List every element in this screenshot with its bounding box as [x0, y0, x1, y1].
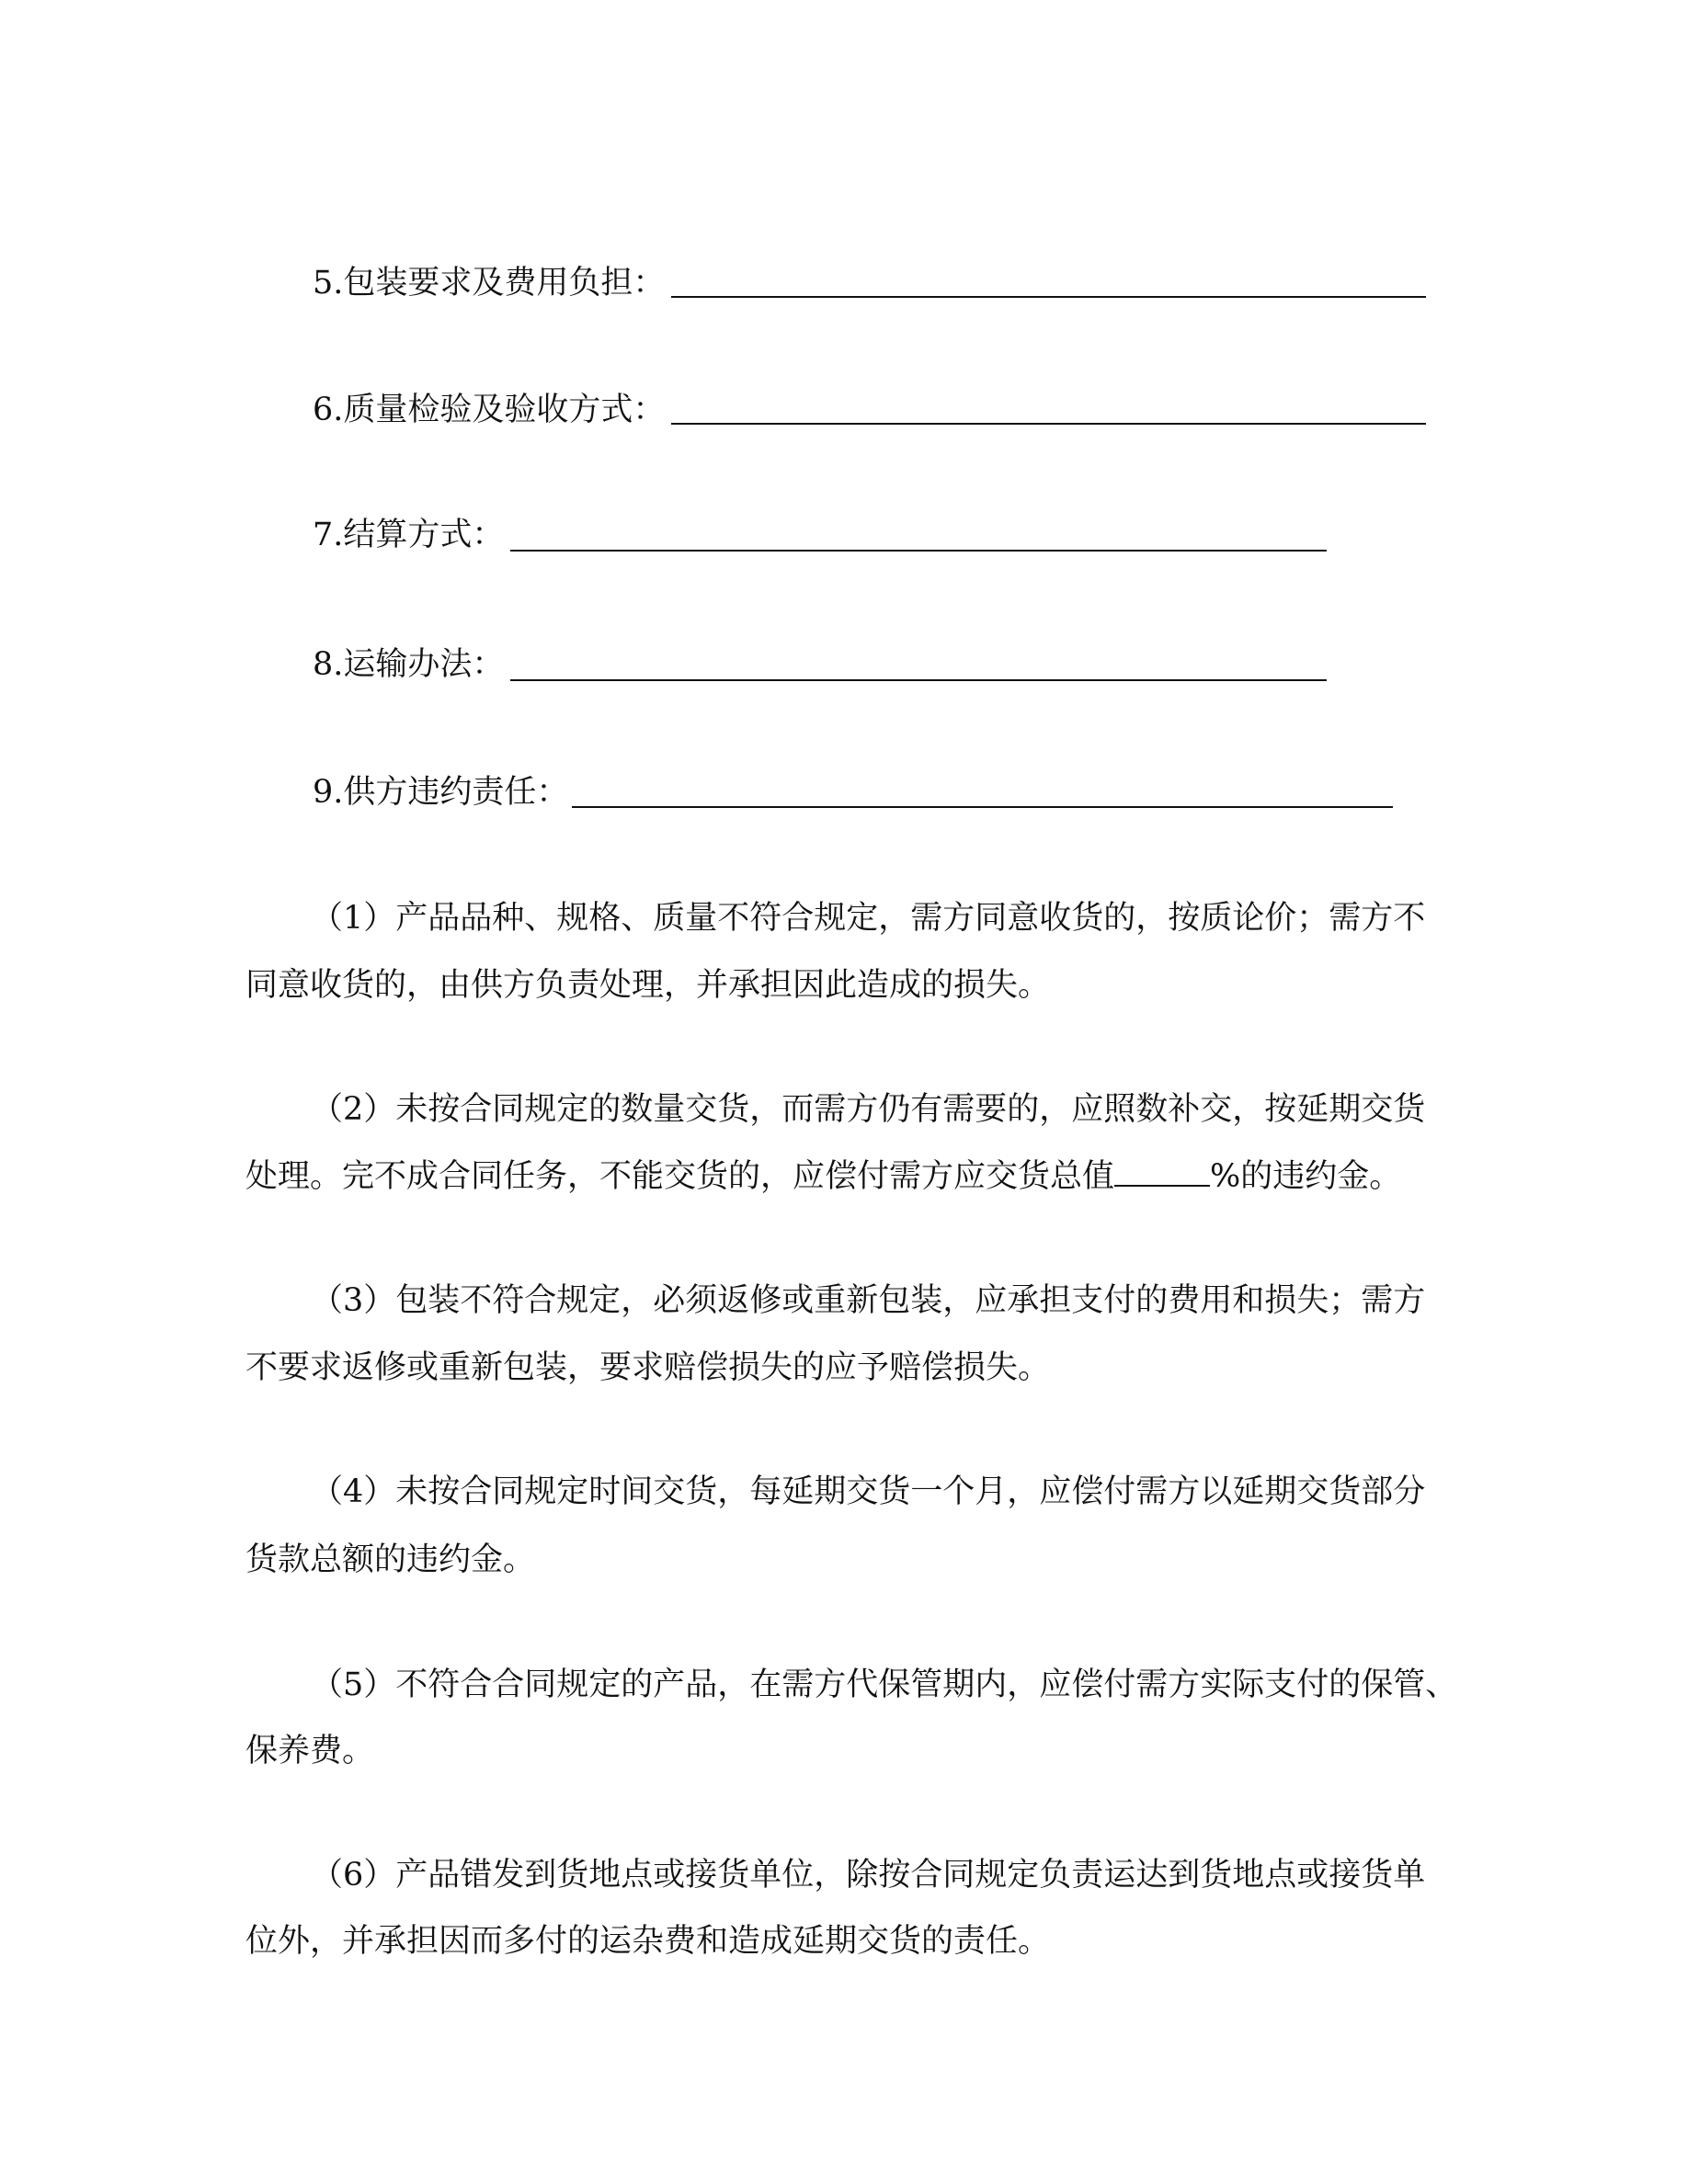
clause-text: %的违约金。	[1210, 1158, 1402, 1195]
clause-line: （1）产品品种、规格、质量不符合规定，需方同意收货的，按质论价；需方不	[311, 900, 1426, 937]
item-label: 5.包装要求及费用负担：	[313, 265, 666, 301]
clause-line: 位外，并承担因而多付的运杂费和造成延期交货的责任。	[245, 1923, 1051, 1960]
percentage-blank[interactable]	[1114, 1157, 1210, 1187]
clause-line: （5）不符合合同规定的产品，在需方代保管期内，应偿付需方实际支付的保管、	[311, 1666, 1458, 1703]
clause-text: 处理。完不成合同任务，不能交货的，应偿付需方应交货总值	[245, 1158, 1115, 1195]
item-label: 8.运输办法：	[313, 646, 505, 683]
fill-in-blank[interactable]	[510, 550, 1327, 552]
clause-line: （2）未按合同规定的数量交货，而需方仍有需要的，应照数补交，按延期交货	[311, 1091, 1426, 1128]
clause-line: （4）未按合同规定时间交货，每延期交货一个月，应偿付需方以延期交货部分	[311, 1473, 1426, 1510]
clause-line	[245, 1156, 1401, 1197]
clause-line: 不要求返修或重新包装，要求赔偿损失的应予赔偿损失。	[245, 1349, 1051, 1386]
item-label: 6.质量检验及验收方式：	[313, 392, 666, 428]
clause-line: （6）产品错发到货地点或接货单位，除按合同规定负责运达到货地点或接货单	[311, 1857, 1426, 1894]
fill-in-blank[interactable]	[671, 296, 1426, 298]
clause-line: 保养费。	[245, 1733, 375, 1769]
fill-in-blank[interactable]	[671, 423, 1426, 425]
fill-in-blank[interactable]	[510, 679, 1327, 681]
clause-line: 同意收货的，由供方负责处理，并承担因此造成的损失。	[245, 967, 1051, 1004]
item-label: 9.供方违约责任：	[313, 774, 569, 811]
fill-in-blank[interactable]	[572, 806, 1393, 808]
clause-line: （3）包装不符合规定，必须返修或重新包装，应承担支付的费用和损失；需方	[311, 1282, 1426, 1319]
clause-line: 货款总额的违约金。	[245, 1541, 536, 1578]
item-label: 7.结算方式：	[313, 517, 505, 553]
